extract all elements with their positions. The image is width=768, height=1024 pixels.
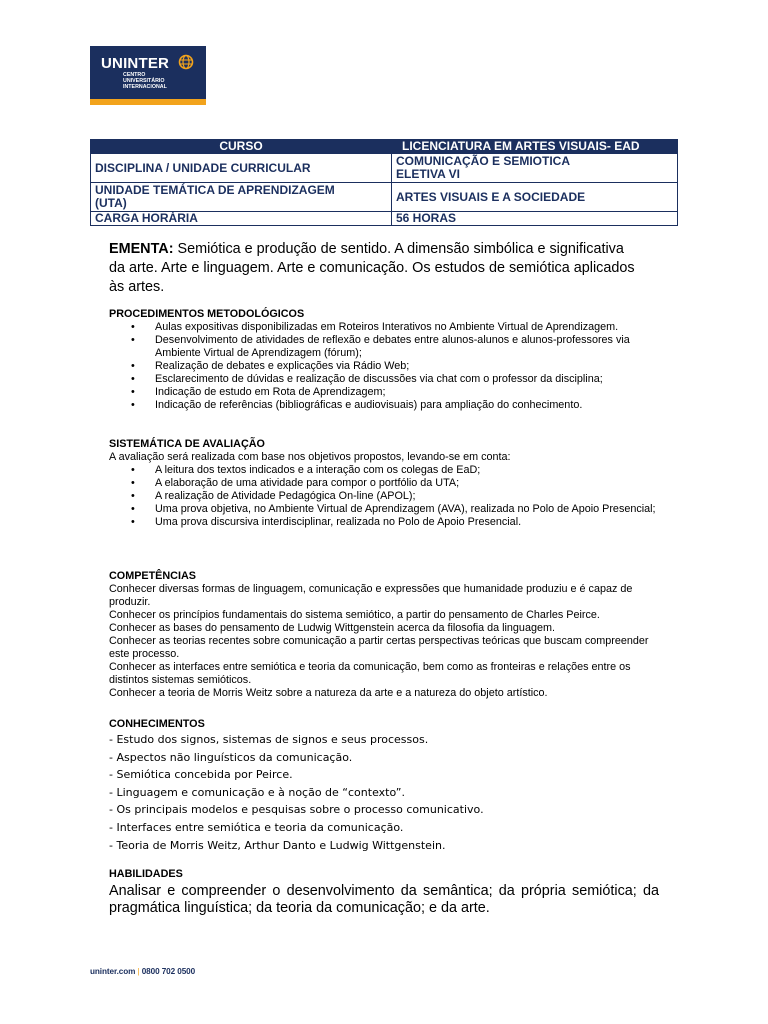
conhecimentos-title: CONHECIMENTOS	[109, 718, 205, 730]
table-row-carga	[91, 212, 678, 226]
table-row-curso	[91, 140, 678, 154]
avaliacao-list	[109, 464, 661, 529]
list-item: - Linguagem e comunicação e à noção de “contexto”.	[109, 785, 405, 799]
ementa-section	[109, 240, 641, 297]
footer-site: uninter.com	[90, 967, 136, 976]
competencia-paragraph: Conhecer diversas formas de linguagem, comunicação e expressões que humanidade produziu e é capaz de produzir.	[109, 583, 633, 608]
table-row-disciplina	[91, 154, 678, 183]
footer-separator: |	[137, 967, 140, 976]
list-item: • A elaboração de uma atividade para compor o portfólio da UTA;	[131, 477, 460, 489]
list-item: • Desenvolvimento de atividades de reflexão e debates entre alunos-alunos e alunos-professores via Ambiente Virtual de Aprendizagem (fórum);	[131, 334, 630, 359]
curso-value: LICENCIATURA EM ARTES VISUAIS- EAD	[392, 140, 678, 154]
habilidades-section	[109, 868, 659, 917]
list-item: • Uma prova discursiva interdisciplinar, realizada no Polo de Apoio Presencial.	[131, 516, 522, 528]
procedimentos-title: PROCEDIMENTOS METODOLÓGICOS	[109, 308, 305, 320]
list-item: • Esclarecimento de dúvidas e realização de discussões via chat com o professor da disciplina;	[131, 373, 603, 385]
procedimentos-list	[109, 321, 661, 412]
uta-label: UNIDADE TEMÁTICA DE APRENDIZAGEM (UTA)	[91, 183, 392, 212]
list-item: - Os principais modelos e pesquisas sobre o processo comunicativo.	[109, 803, 484, 817]
competencias-section	[109, 570, 659, 700]
avaliacao-title: SISTEMÁTICA DE AVALIAÇÃO	[109, 438, 265, 450]
disciplina-label: DISCIPLINA / UNIDADE CURRICULAR	[91, 154, 392, 183]
curso-label: CURSO	[91, 140, 392, 154]
uninter-logo	[90, 46, 206, 106]
competencia-paragraph: Conhecer os princípios fundamentais do sistema semiótico, a partir do pensamento de Charles Peirce.	[109, 609, 600, 621]
course-info-table	[90, 139, 678, 226]
competencia-paragraph: Conhecer as interfaces entre semiótica e teoria da comunicação, bem como as fronteiras e relações entre os distintos sistemas semióticos.	[109, 661, 631, 686]
logo-subtitle: CENTRO UNIVERSITÁRIO INTERNACIONAL	[123, 72, 167, 90]
competencia-paragraph: Conhecer as teorias recentes sobre comunicação a partir certas perspectivas teóricas que buscam compreender este processo.	[109, 635, 649, 660]
disciplina-value: COMUNICAÇÃO E SEMIOTICA ELETIVA VI	[392, 154, 678, 183]
list-item: • A realização de Atividade Pedagógica On-line (APOL);	[131, 490, 416, 502]
carga-label: CARGA HORÁRIA	[91, 212, 392, 226]
competencia-paragraph: Conhecer as bases do pensamento de Ludwig Wittgenstein acerca da filosofia da linguagem.	[109, 622, 555, 634]
procedimentos-section	[109, 308, 661, 412]
globe-icon	[178, 54, 194, 70]
list-item: • Uma prova objetiva, no Ambiente Virtual de Aprendizagem (AVA), realizada no Polo de Apoio Presencial;	[131, 503, 656, 515]
habilidades-title: HABILIDADES	[109, 868, 183, 880]
footer-contact	[90, 967, 195, 976]
habilidades-text: Analisar e compreender o desenvolvimento da semântica; da própria semiótica; da pragmática linguística; da teoria da comunicação; e da arte.	[109, 883, 659, 916]
list-item: - Interfaces entre semiótica e teoria da comunicação.	[109, 820, 404, 834]
list-item: • Indicação de estudo em Rota de Aprendizagem;	[131, 386, 386, 398]
list-item: • A leitura dos textos indicados e a interação com os colegas de EaD;	[131, 464, 481, 476]
ementa-label: EMENTA:	[109, 241, 174, 257]
logo-accent-bar	[90, 99, 206, 105]
ementa-text: Semiótica e produção de sentido. A dimensão simbólica e significativa da arte. Arte e linguagem. Arte e comunicação. Os estudos de semiótica aplicados às artes.	[109, 241, 635, 295]
competencia-paragraph: Conhecer a teoria de Morris Weitz sobre a natureza da arte e a natureza do objeto artístico.	[109, 687, 548, 699]
footer-phone: 0800 702 0500	[141, 967, 196, 976]
list-item: - Estudo dos signos, sistemas de signos e seus processos.	[109, 733, 429, 746]
list-item: - Teoria de Morris Weitz, Arthur Danto e Ludwig Wittgenstein.	[109, 838, 446, 852]
avaliacao-section	[109, 438, 661, 529]
list-item: - Semiótica concebida por Peirce.	[109, 768, 293, 782]
avaliacao-intro: A avaliação será realizada com base nos objetivos propostos, levando-se em conta:	[109, 451, 511, 463]
list-item: • Indicação de referências (bibliográficas e audiovisuais) para ampliação do conhecimento.	[131, 399, 583, 411]
list-item: - Aspectos não linguísticos da comunicação.	[109, 750, 353, 764]
list-item: • Aulas expositivas disponibilizadas em Roteiros Interativos no Ambiente Virtual de Aprendizagem.	[131, 321, 619, 333]
list-item: • Realização de debates e explicações via Rádio Web;	[131, 360, 410, 372]
competencias-title: COMPETÊNCIAS	[109, 570, 196, 582]
logo-name: UNINTER	[101, 55, 170, 72]
carga-value: 56 HORAS	[392, 212, 678, 226]
table-row-uta	[91, 183, 678, 212]
conhecimentos-section	[109, 718, 669, 854]
uta-value: ARTES VISUAIS E A SOCIEDADE	[392, 183, 678, 212]
conhecimentos-list	[109, 731, 669, 854]
